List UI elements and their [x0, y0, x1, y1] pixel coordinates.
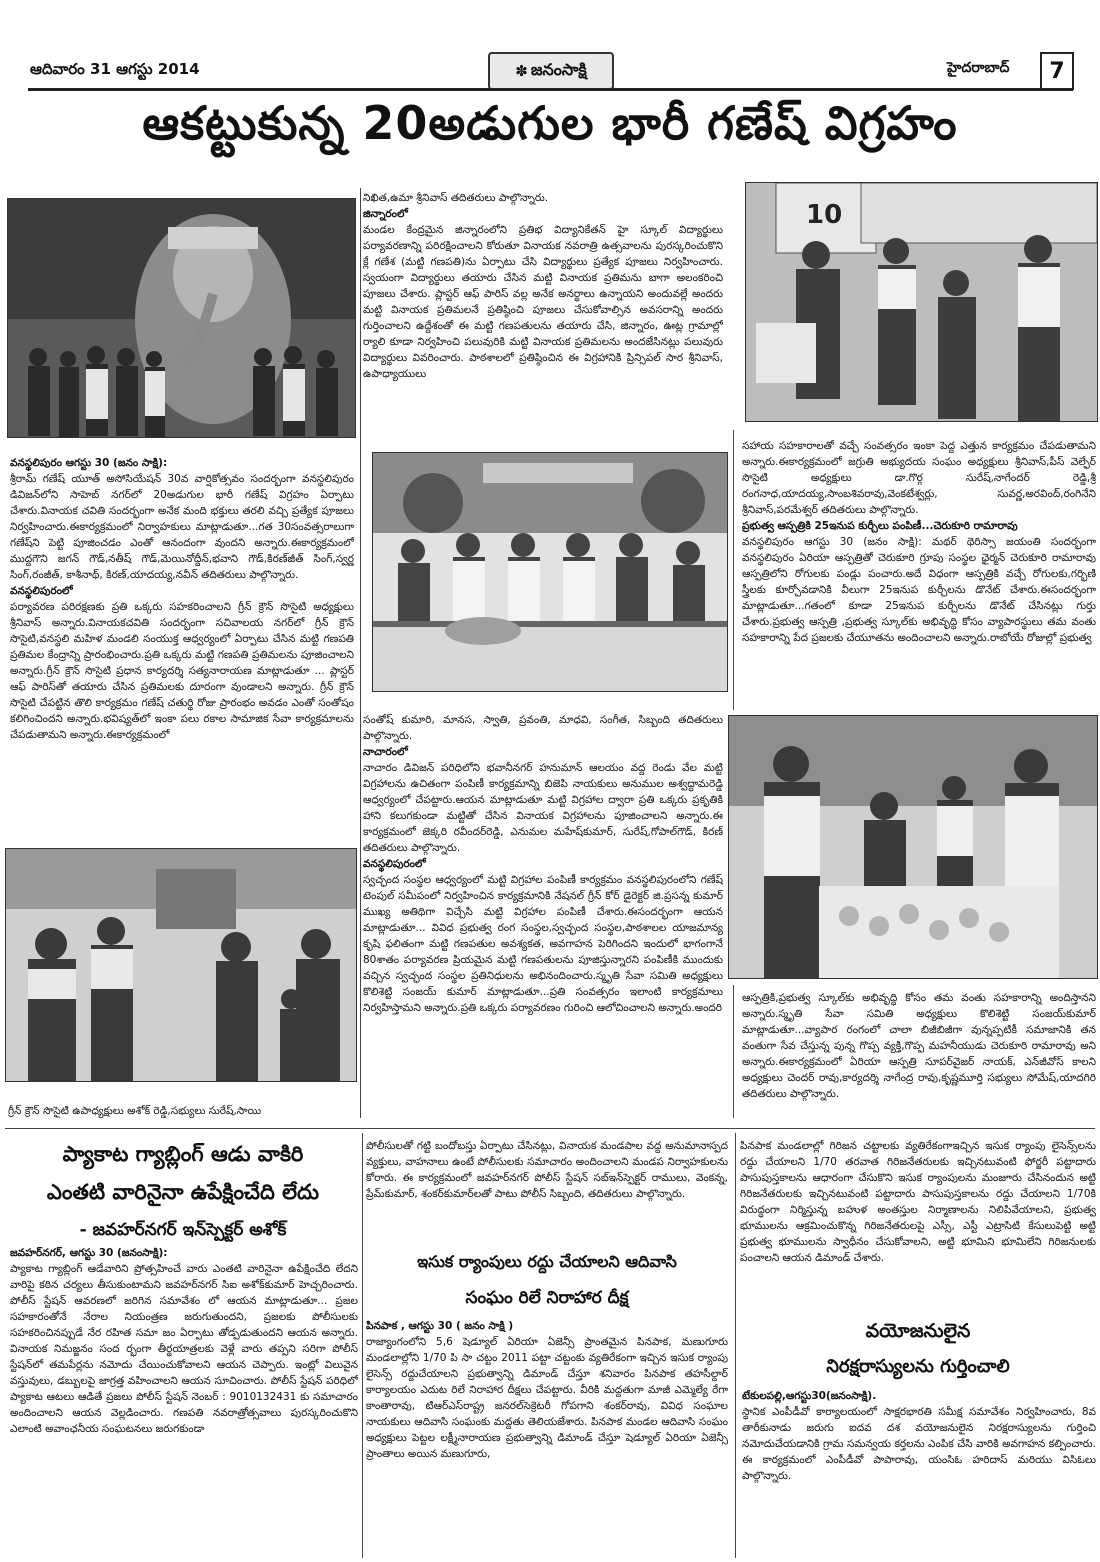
subheading: వనస్థలిపురంలో — [10, 585, 73, 597]
paragraph: పర్యావరణ పరిరక్షణకు ప్రతి ఒక్కరు సహకరించాలని గ్రీన్ క్రౌన్ సొసైటి అధ్యక్షులు శ్రీనివాస్ అన్నారు.వినాయకచవితి సందర్భంగా సచివాలయ నగర్‌లో గ్రీన్ క్రౌన్ సొసైటి,వనస్థలి మహిళ మండలి సంయుక్త ఆధ్వర్యంలో ఏర్పాటు చేసిన మట్టి గణపతి ప్రతిమల కేంద్రాన్ని ప్రారంభించారు.ప్రతి ఒక్కరు మట్టి గణపతి ప్రతిమలను పూజించాలని అన్నారు.గ్రీన్ క్రౌన్ సొసైటి ప్రధాన కార్యదర్శి సత్యనారాయణ మాట్లాడుతూ ... ప్లాస్టర్ ఆఫ్ పారిస్‌తో తయారు చేసిన ప్రతిమలకు దూరంగా వుండాలని అన్నారు. గ్రీన్ క్రౌన్ సొసైటి చేపట్టిన తొలి కార్యక్రమం గణేష్ చతుర్థి రోజు ప్రారంభం అవడం ఎంతో సంతోషం కలిగించిందని అన్నారు.భవిష్యత్‌లో ఇంకా పలు రకాల సామాజిక సేవా కార్యక్రమాలను చేపడుతామని అన్నారు.ఈకార్యక్రమంలో — [10, 601, 354, 741]
dateline: టేకులపల్లి,ఆగస్టు30(జనంసాక్షి). — [742, 1390, 877, 1402]
paragraph: ప్యాకాట గ్యాబ్లింగ్ ఆడేవారిని ప్రోత్సహించే వారు ఎంతటి వారినైనా ఉపేక్షించేది లేదని వారిపై కఠిన చర్యలు తీసుకుంటామని జవహర్‌నగర్ సిఐ అశోక్‌కుమార్ హెచ్చరించారు. పోలీస్ స్టేషన్ ఆవరణలో జరిగిన సమావేశం లో ఆయన మాట్లాడుతూ... ప్రజల సహకారంతోనే నేరాల నియంత్రణ జరుగుతుందని, ప్రజలకు పోలీసులకు సహకరించినప్పుడే నేర రహిత సమా జం ఏర్పాటు తోడ్పడుతుందని ఆయన అన్నారు. వినాయక నిమజ్జనం సంద ర్భంగా తీర్థయాత్రలకు వెళ్లే వారు తప్పని సరిగా పోలీస్ స్టేషన్‌లో తమపేర్లను నమోదు చేయించుకోవాలని ఆయన చెప్పారు. ఇంట్లో విలువైన వస్తువులు, డబ్బులపై జాగ్రత్త వహించాలని ఆయన సూచించారు. పోలీస్ స్టేషన్ పరిధిలో ప్యాకాట ఆటలు ఆడితే ప్రజలు పోలీస్ స్టేషన్ నెంబర్ : 9010132431 కు సమాచారం అందించాలని ఆయన వెల్లడించారు. గణపతి నవరాత్రోత్సవాలు పురస్కరించుకొని ఎలాంటి అవాంఛనీయ సంఘటనలు జరుగకుండా — [10, 1263, 358, 1435]
dateline: వనస్థలిపురం ఆగస్టు 30 (జనం సాక్షి): — [10, 457, 168, 469]
article-gambling-body — [10, 1245, 358, 1557]
subheading: ప్రభుత్వ ఆస్పత్రికి 25ఇనుప కుర్చీలు పంపిణీ...చెరుకూరి రామారావు — [742, 520, 1018, 532]
article-nacharam-body — [363, 712, 723, 1117]
green-crown-photo — [5, 848, 357, 1082]
paragraph: స్థానిక ఎంపీడీవో కార్యాలయంలో సాక్షరభారతి సమీక్ష సమావేశం నిర్వహించారు, 8వ తారీకునాడు జరుగు ఐదవ దశ వయోజనులైన నిరక్షరాస్యులను గుర్తించి నమోదుచేయడానికి గ్రామ సమన్వయ కర్తలను ఎంపిక చేసి వారికి అవగాహన కల్పించారు. ఈ కార్యక్రమంలో ఎంపీడీవో పాపారావు, యంసిఓ హరిదాస్ మరియు విసిఓలు పాల్గొన్నారు. — [742, 1406, 1096, 1482]
clay-idol-distribution-photo — [372, 452, 728, 692]
article-sand-headline-2: సంఘం రిలే నిరాహార దీక్ష — [465, 1288, 629, 1308]
page-number: 7 — [1040, 52, 1074, 90]
paragraph: వనస్థలిపురం ఆగస్టు 30 (జనం సాక్షి): మథర్ థెరిస్సా జయంతి సందర్భంగా వనస్థలిపురం ఏరియా ఆస్పత్రితో చెరుకూరి గ్రూపు సంస్థల ఛైర్మన్ చెరుకూరి రామారావు ఆస్పత్రిలోని రోగులకు పండ్లు పంచారు.అదే విధంగా ఆస్పత్రికి వచ్చే రోగులకు,గర్భిణి స్త్రీలకు కూర్చోవడానికి వీలుగా 25ఇనుప కుర్చీలను డొనేట్ చేశారు.ఈసందర్భంగా మాట్లాడుతూ...గతంలో కూడా 25ఇనుప కుర్చీలను డొనేట్ చేసినట్లు గుర్తు చేశారు.ప్రభుత్వ ఆస్పత్రి ,ప్రభుత్వ స్కూల్‌కు అభివృద్ధి కోసం వ్యాపారస్థులు తమ వంతు సహకారాన్ని పేద ప్రజలకు చేయూతను అందించాలని అన్నారు.రాబోయే రోజుల్లో ప్రభుత్వ — [742, 536, 1096, 644]
article-hospital-continued — [742, 990, 1096, 1118]
column-divider — [733, 985, 734, 1118]
masthead-logo — [488, 52, 614, 90]
edition-city: హైదరాబాద్ — [947, 60, 1010, 76]
article-sand-body — [366, 1318, 728, 1558]
dateline: పినపాక , ఆగస్టు 30 ( జనం సాక్షి ) — [366, 1320, 514, 1332]
dateline: జవహర్‌నగర్, ఆగస్టు 30 (జనంసాక్షి): — [10, 1247, 168, 1259]
paragraph: శ్రీరామ్ గణేష్ యూత్ అసోసియేషన్ 30వ వార్షికోత్సవం సందర్భంగా వనస్థలిపురం డివిజన్‌లోని సాహెబ్ నగర్‌లో 20అడుగుల భారీ గణేష్ విగ్రహం ఏర్పాటు చేశారు.వినాయక చవితి సందర్భంగా అనేక మంది భక్తులు తరలి వచ్చి ప్రత్యేక పూజలు నిర్వహించారు.ఈకార్యక్రమంలో నిర్వాహకులు మాట్లాడుతూ...గత 30సంవత్సరాలుగా గణేష్‌ని పెట్టి పూజించడం ఎంతో ఆనందంగా వుందని అన్నారు.ఈకార్యక్రమంలో ముద్దగౌని జగన్ గౌడ్,నతీష్ గౌడ్,మెయినోద్దీన్,భవాని గౌడ్,కిరణ్‌జీత్ సింగ్,స్వర్ణ సింగ్,రంజీత్, కాశీనాథ్, కిరణ్,యాదయ్య,నవీన్ తదితరులు పాల్గొన్నారు. — [10, 473, 354, 581]
logo-emblem-icon: ✽ — [515, 62, 528, 80]
article-ganesh-body — [10, 455, 354, 830]
column-divider — [735, 1133, 736, 1558]
article-sand-continued: పినపాక మండలాల్లో గిరిజన చట్టాలకు వ్యతిరేకంగాఇచ్చిన ఇసుక ర్యాంపు లైసెన్స్‌లను రద్దు చేయాలని 1/70 తరవాత గిరిజనేతరులకు ఇచ్చినటువంటి ఫోర్జరీ పట్టాదారు పాసుపుస్తకాలను ఆధారంగా చేసుకొని ఇసుక ర్యాంపులను మంజూరు చేసినందున అట్టి గిరిజనేతరులకు ఇచ్చినటువంటి పట్టాదారు పాసుపుస్తకాలను రద్దు చేయాలని 1/70కి విరుద్ధంగా నిర్మిస్తున్న బహుళ అంతస్తుల నిర్మాణాలను నిలిపివేయాలని, ప్రభుత్వ భూములను ఆక్రమించుకొన్న గిరిజనేతరులపై ఎస్సీ, ఎస్టీ ఎట్రాసిటి కేసులుపెట్టి అట్టి ప్రభుత్వ భూములను స్వాధీనం చేసుకోవాలని, అట్టి భూమిని భూమిలేని గిరిజనులకు పంచాలని ఆయన డిమాండ్ చేశారు. — [740, 1140, 1096, 1264]
article-literacy-headline-1: వయోజనులైన — [865, 1320, 971, 1342]
subheading: జిన్నారంలో — [363, 208, 408, 220]
subheading: నాచారంలో — [363, 746, 408, 758]
article-gambling-byline: - జవహర్‌నగర్ ఇన్‌స్పెక్టర్ అశోక్ — [79, 1220, 287, 1240]
subheading: వనస్థలిపురంలో — [363, 858, 426, 870]
article-gambling-continued: పోలీసులతో గట్టి బందోబస్తు ఏర్పాటు చేసినట్లు, వినాయక మండపాల వద్ద అనుమానాస్పద వ్యక్తులు, వాహనాలు ఉంటే పోలీసులకు సమాచారం అందించాలని మండప నిర్వాహకులను కోరారు. ఈ కార్యక్రమంలో జవహర్‌నగర్ పోలీస్ స్టేషన్ సబ్‌ఇన్‌స్పెక్టర్ రాములు, వెంకన్న, ప్రేమ్‌కుమార్, శంకర్‌కుమార్‌లతో పాటు పోలీస్ సిబ్బంది, తదితరులు పాల్గొన్నారు. — [366, 1140, 728, 1200]
article-gambling-headline-2: ఎంతటి వారినైనా ఉపేక్షించేది లేదు — [46, 1180, 320, 1204]
photo-caption: గ్రీన్ క్రౌన్ సొసైటి ఉపాధ్యక్షులు అశోక్ రెడ్డి,సభ్యులు సురేష్,సాయి — [8, 1105, 262, 1117]
column-divider — [733, 430, 734, 710]
banner-price: 10 — [806, 200, 843, 230]
article-sand-headline-1: ఇసుక ర్యాంపులు రద్దు చేయాలని ఆదివాసి — [417, 1252, 677, 1271]
article-jinnaram-body — [363, 190, 723, 450]
article-literacy-headline-2: నిరక్షరాస్యులను గుర్తించాలి — [826, 1356, 1010, 1377]
article-hospital-body — [742, 438, 1096, 693]
section-rule — [5, 1128, 1095, 1129]
paragraph: మండల కేంద్రమైన జిన్నారంలోని ప్రతిభ విద్యానికేతన్ హై స్కూల్ విద్యార్థులు పర్యావరణాన్ని పరిరక్షించాలని కోరుతూ వినాయక నవరాత్రి ఉత్సవాలను పురస్కరించుకొని క్లే గణేశ (మట్టి గణపతి)ను ఏర్పాటు చేసి విద్యార్థులు ప్రత్యేక పూజలు నిర్వహించారు. స్వయంగా విద్యార్థులు తయారు చేసిన మట్టి వినాయక ప్రతిమను బాగా అలంకరించి పూజలు చేశారు. ప్లాస్టర్ ఆఫ్ పారిస్ వల్ల అనేక అనర్థాలు ఉన్నాయని అందువల్లే అందరు మట్టి వినాయక ప్రతిమలనే ప్రతిష్ఠించి పూజలు చేసుకోవాల్సిన అవసరాన్ని అందరు గుర్తించాలని ఉద్దేశంతో ఈ మట్టి గణపతులను తయారు చేసి, జిన్నారం, ఊట్ల గ్రామాల్లో ర్యాలి కూడా నిర్వహించి పలువురికి మట్టి వినాయక ప్రతిమలను అందజేసినట్లు పలువురు విద్యార్థులు వివరించారు. పాఠశాలలో ప్రతిష్ఠించిన ఈ విగ్రహానికి ప్రిన్సిపల్ సార శ్రీనివాస్, ఉపాధ్యాయులు — [363, 224, 723, 380]
header-rule — [28, 88, 1073, 91]
paragraph: రాజ్యాంగంలోని 5,6 షెడ్యూల్ ఏరియా ఏజెన్సీ ప్రాంతమైన పినపాక, మణుగూరు మండలాల్లోని 1/70 పి సా చట్టం 2011 పట్టా చట్టంకు వ్యతిరేకంగా ఇచ్చిన ఇసుక ర్యాంపు లైసెన్స్ రద్దుచేయాలని ప్రభుత్వాన్ని డిమాండ్ చేస్తూ శనివారం పినపాక తహసీల్దార్ కార్యాలయం ఎదుట రిలే నిరాహార దీక్షలు చేపట్టారు. వీరికి మద్దతుగా మాజీ ఎమ్మెల్యే రేగా కాంతారావు, టిఆర్‌ఎస్‌రాష్ట్ర జనరల్‌సెక్రెటరీ గోపగాని శంకర్‌రావు, వివిధ సంఘాల నాయకులు ఆదివాసి సంఘంకు మద్దతు తెలియజేశారు. పినపాక మండల ఆదివాసి సంఘం అధ్యక్షులు పెట్టల లక్ష్మీనారాయణ ప్రభుత్వాన్ని డిమాండ్ చేస్తూ షెడ్యూల్ ఏరియా ఏజెన్సీ ప్రాంతాలు అయిన మణుగూరు, — [366, 1336, 728, 1460]
column-divider — [360, 188, 361, 1118]
paragraph: స్వచ్ఛంద సంస్థల ఆధ్వర్యంలో మట్టి విగ్రహాల పంపిణీ కార్యక్రమం వనస్థలిపురంలోని గణేష్ టెంపుల్ సమీపంలో నిర్వహించిన కార్యక్రమానికి నేషనల్ గ్రీన్ కోర్ డైరెక్టర్ జి.ప్రసన్న కుమార్ ముఖ్య అతిథిగా విచ్చేసి మట్టి విగ్రహాల పంపిణీ చేశారు.ఈసందర్భంగా ఆయన మాట్లాడుతూ... వివిధ ప్రభుత్వ రంగ సంస్థల,స్వచ్ఛంద సంస్థల,పాఠశాలల యాజమాన్య కృషి ఫలితంగా మట్టి గణపతుల అవశ్యకత, అవగాహన పెరిగిందని ఇందులో భాగంగానే 80శాతం పర్యావరణ ప్రియమైన మట్టి గణపతులను పూజిస్తున్నారని పంపిణీకి ముందుకు వచ్చిన స్వచ్ఛంద సంస్థల ప్రతినిధులను అభినందించారు.స్మృతి సేవా సమితి అధ్యక్షులు కొలిశెట్టి సంజయ్ కుమార్ మాట్లాడుతూ...ప్రతి సంవత్సరం ఇలాంటి కార్యక్రమాలు నిర్వహిస్తామని అన్నారు.ప్రతి ఒక్కరు పర్యావరణం గురించి ఆలోచించాలని అన్నారు.అందరి — [363, 874, 723, 1014]
hospital-donation-photo — [745, 182, 1098, 422]
issue-date: ఆదివారం 31 ఆగస్టు 2014 — [30, 60, 200, 78]
paragraph: నిఖిత,ఉమా శ్రీనివాస్ తదితరులు పాల్గొన్నారు. — [363, 192, 549, 204]
volunteers-photo — [728, 715, 1098, 979]
article-literacy-body — [742, 1388, 1096, 1558]
paragraph: సంతోష్ కుమారి, మానస, స్వాతి, ప్రవంతి, మాధవి, సంగీత, సిబ్బంది తదితరులు పాల్గొన్నారు. — [363, 714, 723, 742]
main-headline: ఆకట్టుకున్న 20అడుగుల భారీ గణేష్ విగ్రహం — [142, 96, 958, 150]
paragraph: సహాయ సహకారాలతో వచ్చే సంవత్సరం ఇంకా పెద్ద ఎత్తున కార్యక్రమం చేపడుతామని అన్నారు.ఈకార్యక్రమంలో జగ్రుతి అభ్యుదయ సంఘం అధ్యక్షులు శ్రీనివాస్,పీస్ వెల్ఫేర్ సొసైటి అధ్యక్షులు డా.గొర్గ సురేష్,నాగేందర్ రెడ్డి,శ్రీ రంగనాధ,యాదయ్య,సాంబశివరావు,వెంకటేశ్వర్లు, సువర్ణ,అరవింద్,రంగినేని శ్రీనివాస్,పరమేశ్వర్ తదితరులు పాల్గొన్నారు. — [742, 440, 1096, 516]
masthead-logo-text: జనంసాక్షి — [530, 59, 587, 79]
ganesh-idol-photo — [7, 198, 356, 438]
article-gambling-headline-1: ప్యాకాట గ్యాబ్లింగ్ ఆడు వాకిరి — [62, 1142, 304, 1166]
paragraph: ఆస్పత్రికి,ప్రభుత్వ స్కూల్‌కు అభివృద్ధి కోసం తమ వంతు సహకారాన్ని అందిస్తానని అన్నారు.స్మృతి సేవా సమితి అధ్యక్షులు కొలిశెట్టి సంజయ్‌కుమార్ మాట్లాడుతూ...వ్యాపార రంగంలో చాలా బిజీబిజీగా వున్నప్పటికీ సమాజానికి తన వంతుగా సేవ చేస్తున్న పున్న గొప్ప వ్యక్తి,గొప్ప మహనీయుడు చెరుకూరి రామారావు అని అన్నారు.ఈకార్యక్రమంలో ఏరియా ఆస్పత్రి సూపర్‌వైజర్ నాయక్, ఎన్‌జీవోస్ కాలని అధ్యక్షులు చెందర్ రావు,కార్యదర్శి నాగేంద్ర రావు,కృష్ణమూర్తి సభ్యులు సోమేష్,యాదగిరి తదితరులు పాల్గొన్నారు. — [742, 992, 1096, 1100]
paragraph: నాచారం డివిజన్ పరిధిలోని భవానీనగర్ హనుమాన్ ఆలయం వద్ద రెండు వేల మట్టి విగ్రహాలను ఉచితంగా పంపిణీ కార్యక్రమాన్ని బిజెపి నాయకులు అనుముల అశ్వద్ధామరెడ్డి ఆధ్వర్యంలో చేపట్టారు.ఆయన మాట్లాడుతూ మట్టి విగ్రహాల ద్వారా ప్రతి ఒక్కరు ప్రకృతికి హాని కలుగకుండా మట్టితో చేసిన వినాయక విగ్రహాలను పూజించాలని అన్నారు.ఈ కార్యక్రమంలో జెక్కరి రవీందర్‌రెడ్డి, ఎనుమల మహేష్‌కుమార్, సురేష్,గోపాల్‌గౌడ్, కిరణ్ తదితరులు పాల్గొన్నారు. — [363, 762, 723, 854]
column-divider — [362, 1133, 363, 1558]
